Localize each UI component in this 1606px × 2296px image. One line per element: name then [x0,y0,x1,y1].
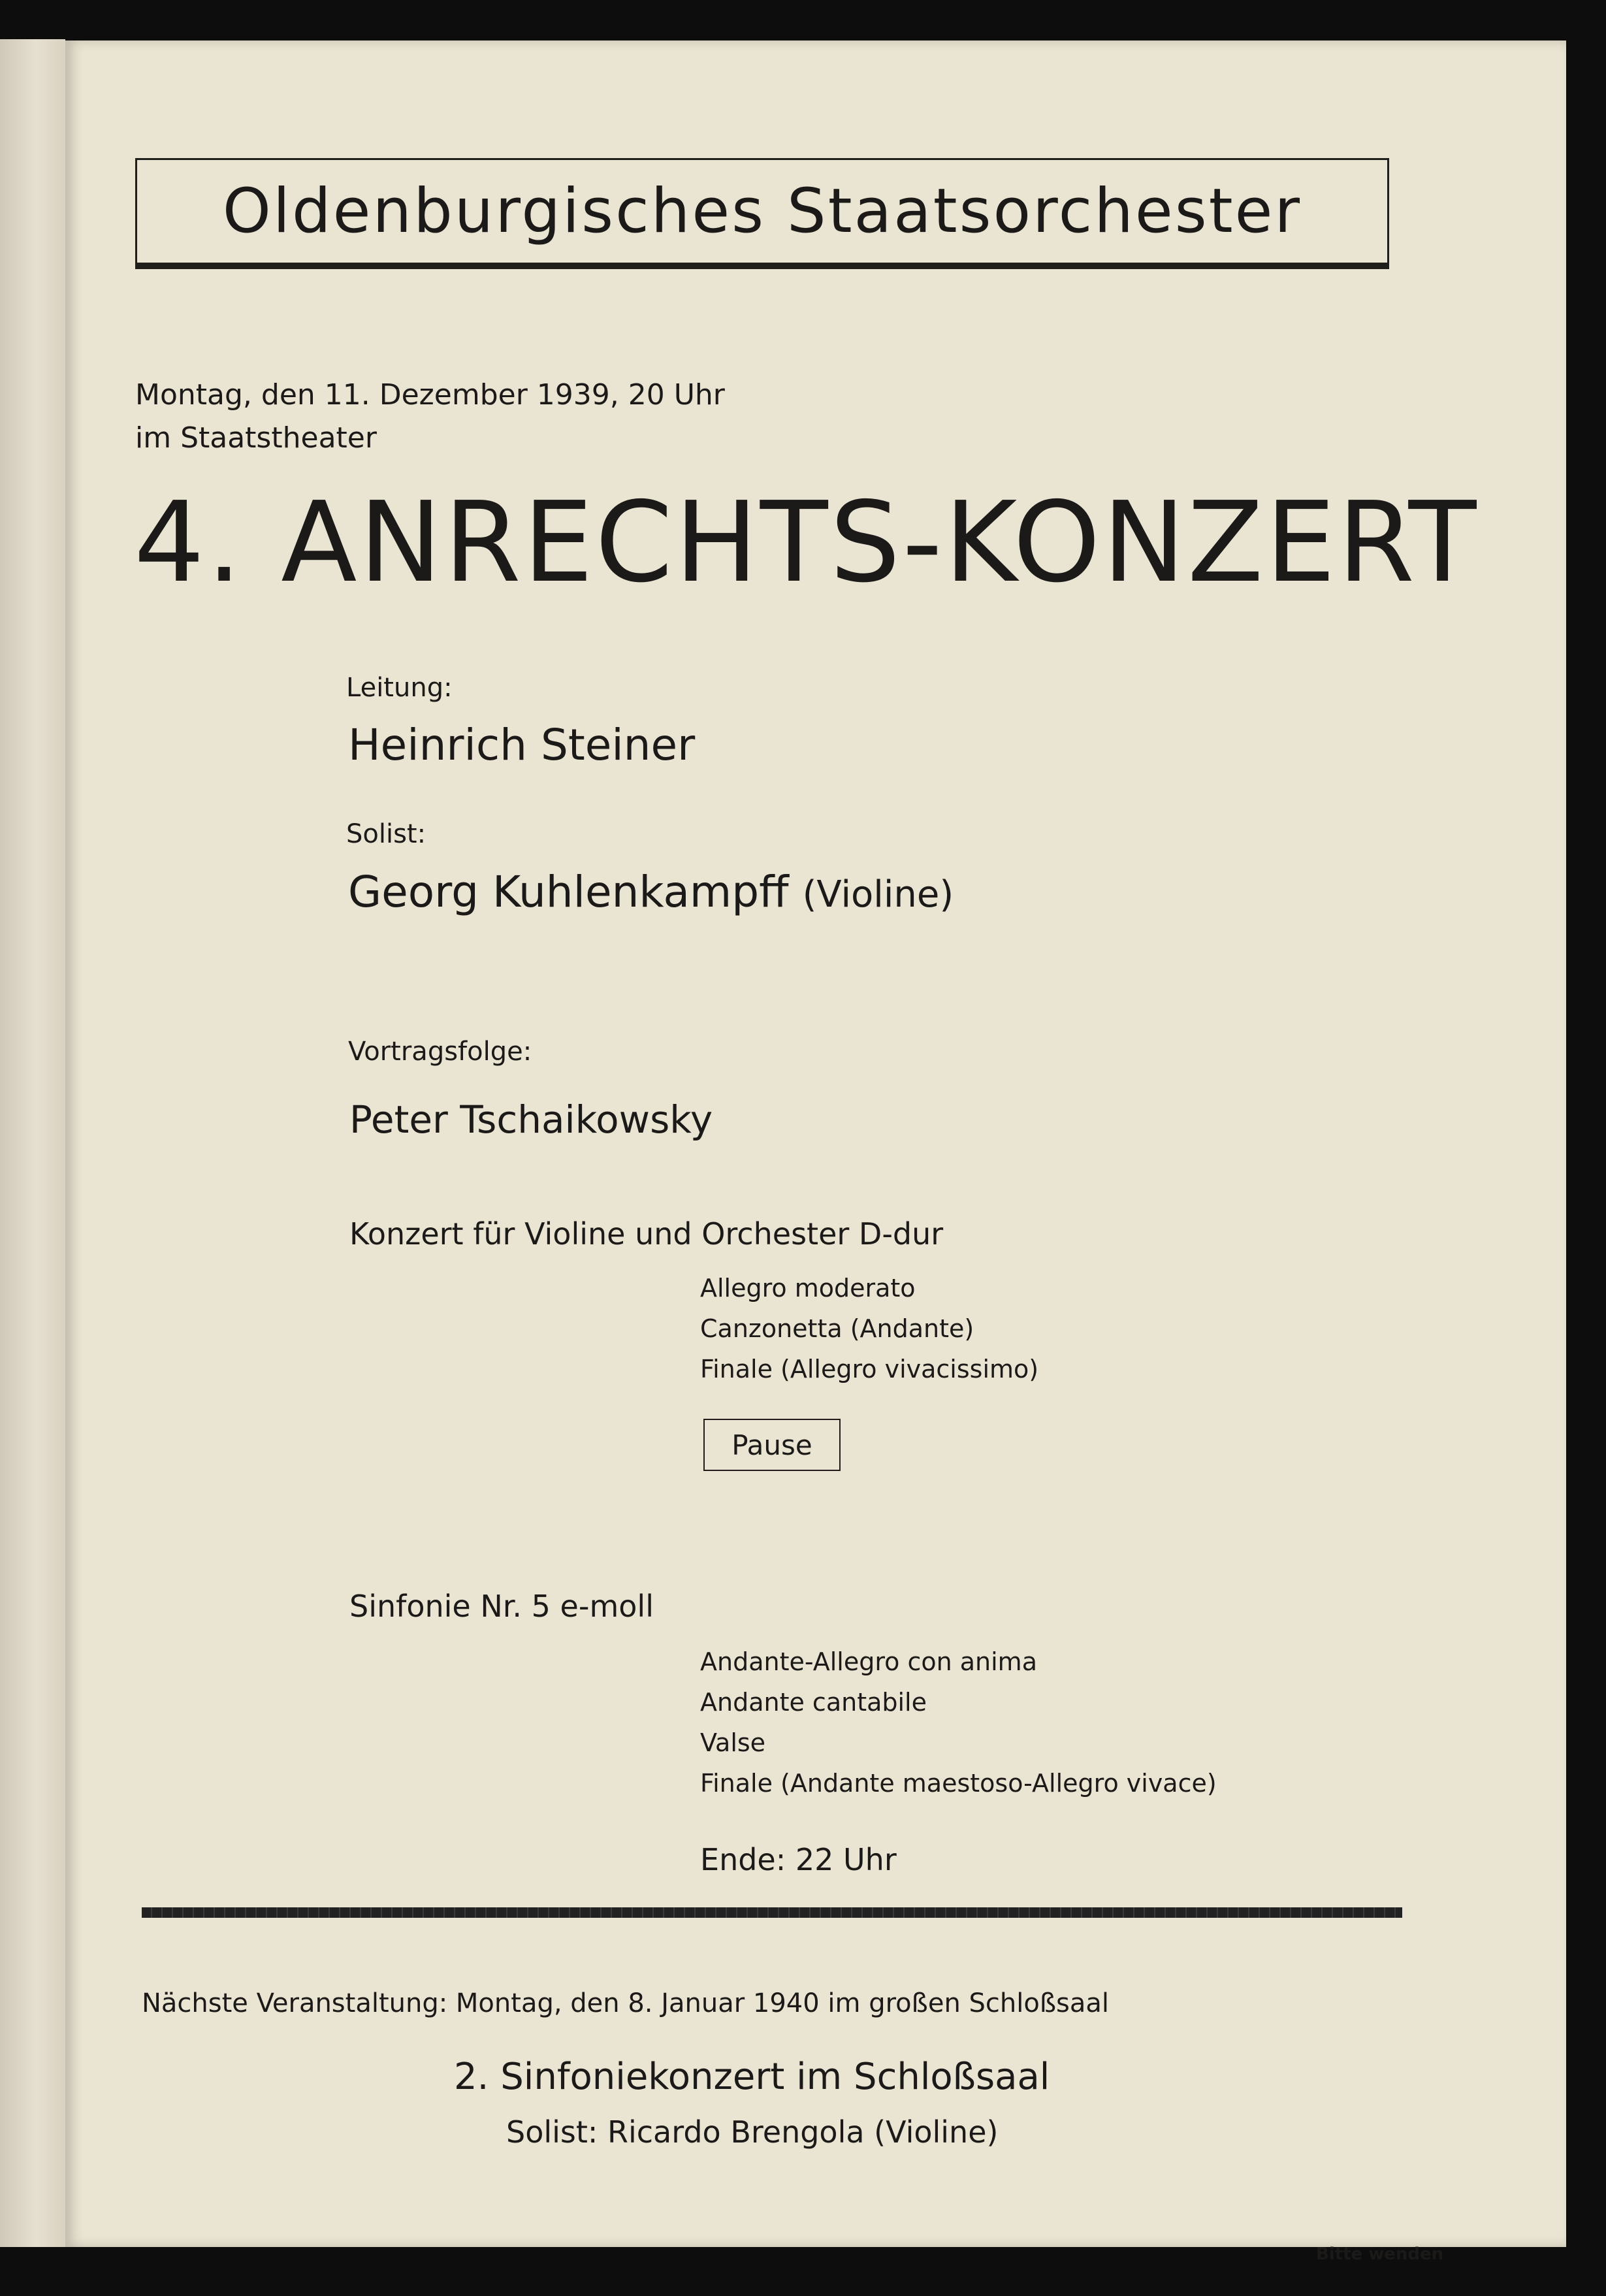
movement: Finale (Allegro vivacissimo) [700,1355,1039,1383]
work-title: Sinfonie Nr. 5 e-moll [349,1589,654,1624]
movement: Andante cantabile [700,1688,927,1717]
movement: Canzonetta (Andante) [700,1314,974,1343]
book-spine [0,39,65,2247]
next-event-soloist: Solist: Ricardo Brengola (Violine) [506,2114,999,2150]
page-turn-note: Bitte wenden [1316,2244,1444,2264]
conductor-name: Heinrich Steiner [348,720,696,770]
movement: Allegro moderato [700,1274,916,1302]
program-page [65,40,1566,2264]
venue-line: im Staatstheater [135,421,377,455]
soloist-instrument: (Violine) [802,873,954,916]
pause-box [703,1419,841,1471]
movement: Finale (Andante maestoso-Allegro vivace) [700,1769,1217,1798]
soloist-label: Solist: [346,819,426,849]
program-label: Vortragsfolge: [348,1037,532,1067]
work-title: Konzert für Violine und Orchester D-dur [349,1216,944,1252]
divider-rule [142,1907,1402,1918]
next-event-title: 2. Sinfoniekonzert im Schloßsaal [454,2056,1050,2098]
date-block [135,374,725,460]
soloist-line [348,867,954,917]
movement: Andante-Allegro con anima [700,1647,1037,1676]
soloist-name: Georg Kuhlenkampff [348,867,789,917]
pause-label: Pause [731,1429,812,1461]
conductor-label: Leitung: [346,673,453,703]
composer-name: Peter Tschaikowsky [349,1097,713,1142]
orchestra-title-box [135,158,1389,269]
orchestra-title: Oldenburgisches Staatsorchester [222,176,1302,247]
date-line: Montag, den 11. Dezember 1939, 20 Uhr [135,378,725,412]
next-event-announcement: Nächste Veranstaltung: Montag, den 8. Januar 1940 im großen Schloßsaal [142,1988,1109,2018]
end-time: Ende: 22 Uhr [700,1842,897,1877]
movement: Valse [700,1728,766,1757]
concert-title: 4. ANRECHTS-KONZERT [134,478,1479,607]
